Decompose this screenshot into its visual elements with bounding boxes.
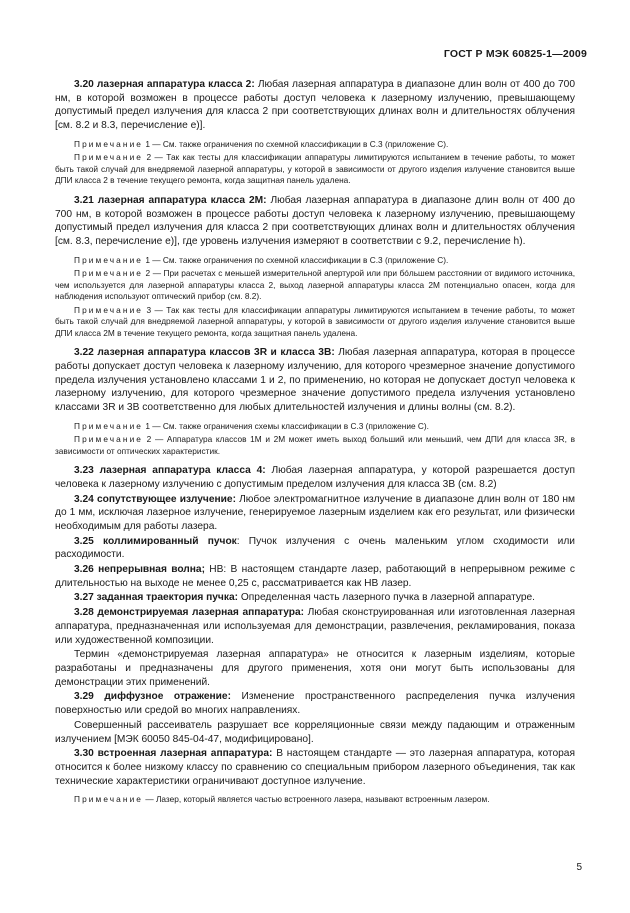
clause-3-28-paragraph: Термин «демонстрируемая лазерная аппаратура» не относится к лазерным изделиям, которые разработаны и предназначены для другого применения, хотя они могут быть использованы для демонстрации этих применений. bbox=[55, 649, 575, 688]
term: 3.30 встроенная лазерная аппаратура: bbox=[74, 748, 273, 760]
term: 3.27 заданная траектория пучка: bbox=[74, 592, 239, 604]
note-number: 2 — bbox=[143, 434, 167, 445]
note-text: Лазер, который является частью встроенного лазера, называют встроенным лазером. bbox=[155, 794, 490, 805]
definition: Определенная часть лазерного пучка в лазерной аппаратуре. bbox=[238, 592, 536, 604]
note bbox=[55, 305, 575, 340]
definition: Любая лазерная аппаратура, которая в процессе работы допускает доступ человека к лазерному излучению, для которого чрезмерное значение допустимого предела излучения установлено классами 1 и 2, по применению, но которая не допускает доступ человека к лазерному излучению, для которого чрезмерное значение допустимого предела излучения установлено классами 3R и 3В соответственно для любых длительностей излучения и длины волны (см. 8.2). bbox=[55, 347, 575, 413]
clause-3-23 bbox=[55, 464, 575, 491]
note bbox=[55, 794, 575, 806]
clause-3-30 bbox=[55, 747, 575, 788]
definition: Любая лазерная аппаратура, у которой разрешается доступ человека к лазерному излучению с допустимым пределом излучения для класса 3В (см. 8.2) bbox=[55, 465, 575, 490]
term: 3.29 диффузное отражение: bbox=[74, 691, 231, 703]
definition: НВ: В настоящем стандарте лазер, работающий в непрерывном режиме с длительностью на выходе не менее 0,25 с, рассматривается как НВ лазер. bbox=[55, 564, 575, 589]
note-label: Примечание bbox=[74, 420, 144, 431]
clause-3-20 bbox=[55, 78, 575, 133]
clause-3-25 bbox=[55, 535, 575, 562]
note-number: — bbox=[143, 794, 156, 805]
note bbox=[55, 139, 575, 151]
term: 3.24 сопутствующее излучение: bbox=[74, 493, 236, 505]
note bbox=[55, 434, 575, 457]
note-label: Примечание bbox=[74, 434, 144, 445]
clause-3-22 bbox=[55, 346, 575, 415]
note-number: 3 — bbox=[143, 304, 167, 315]
definition: Любая сконструированная или изготовленная лазерная аппаратура, предназначенная или используемая для демонстрации, развлечения, рекламирования, показа или художественной композиции. bbox=[55, 607, 575, 646]
clause-3-29-paragraph: Совершенный рассеиватель разрушает все корреляционные связи между падающим и отраженным излучением [МЭК 60050 845-04-47, модифицировано]. bbox=[55, 719, 575, 745]
term: 3.22 лазерная аппаратура классов 3R и класса 3B: bbox=[74, 347, 335, 359]
page-number: 5 bbox=[576, 862, 582, 873]
document-code: ГОСТ Р МЭК 60825-1—2009 bbox=[443, 48, 587, 60]
note-text: Так как тесты для классификации аппаратуры лимитируются испытанием в течение работы, то может быть такой случай для внедряемой лазерной аппаратуры, у которой в зависимости от другого изделия излучение становится выше ДПИ класса 2М в течение текущего ремонта, когда защитная панель удалена. bbox=[55, 304, 575, 338]
note-text: Аппаратура классов 1М и 2М может иметь выход больший или меньший, чем ДПИ для класса 3R, в зависимости от оптических характеристик. bbox=[55, 434, 575, 456]
note-text: Так как тесты для классификации аппаратуры лимитируются испытанием в течение работы, то может быть такой случай для внедряемой лазерной аппаратуры, у которой в зависимости от другого изделия излучение становится выше ДПИ класса 2 в течение текущего ремонта, когда защитная панель удалена. bbox=[55, 152, 575, 186]
definition: : Пучок излучения с очень маленьким углом сходимости или расходимости. bbox=[55, 535, 575, 561]
definition: Изменение пространственного распределения пучка излучения поверхностью или средой во многих направлениях. bbox=[55, 691, 576, 717]
note-label: Примечание bbox=[74, 794, 144, 805]
definition: Любая лазерная аппаратура в диапазоне длин волн от 400 до 700 нм, в которой возможен в процессе работы доступ человека к лазерному излучению, превышающему допустимый предел излучения для класса 2 при соответствующих длинах волн и длительностях облучения [см. 8.3, перечисление е)], где уровень излучения измеряют в соответствии с 9.2, перечисление h). bbox=[55, 194, 575, 247]
clause-3-28 bbox=[55, 606, 575, 647]
note-number: 2 — bbox=[143, 268, 164, 279]
term: 3.28 демонстрируемая лазерная аппаратура: bbox=[74, 607, 305, 619]
note-number: 1 — bbox=[143, 138, 163, 149]
term: 3.25 коллимированный пучок bbox=[74, 535, 237, 547]
term: 3.23 лазерная аппаратура класса 4: bbox=[74, 465, 266, 477]
note-number: 2 — bbox=[143, 152, 167, 163]
note-label: Примечание bbox=[74, 152, 144, 163]
note-label: Примечание bbox=[74, 304, 144, 315]
page-body bbox=[55, 78, 575, 808]
note-number: 1 — bbox=[143, 420, 163, 431]
term: 3.21 лазерная аппаратура класса 2М: bbox=[74, 194, 267, 206]
clause-3-24 bbox=[55, 493, 575, 534]
note bbox=[55, 268, 575, 303]
note-text: См. также ограничения схемы классификации в С.3 (приложение С). bbox=[162, 420, 429, 431]
term: 3.20 лазерная аппаратура класса 2: bbox=[74, 79, 255, 90]
definition: В настоящем стандарте — это лазерная аппаратура, которая относится к более низкому классу по сравнению со специальным прибором лазерного объединения, так как технические характеристики ограничивают доступное излучение. bbox=[55, 748, 575, 787]
clause-3-21 bbox=[55, 194, 575, 249]
note-text: См. также ограничения по схемной классификации в С.3 (приложение С). bbox=[162, 254, 449, 265]
note bbox=[55, 421, 575, 433]
note-label: Примечание bbox=[74, 254, 144, 265]
note-text: При расчетах с меньшей измерительной апертурой или при бóльшем расстоянии от видимого источника, чем используется для лазерной аппаратуры класса 2, выход лазерной аппаратуры класса 2М потенциально опасен, когда для наблюдения используют оптический прибор (см. 8.2). bbox=[55, 268, 576, 302]
clause-3-27 bbox=[55, 591, 575, 605]
note-text: См. также ограничения по схемной классификации в С.3 (приложение С). bbox=[162, 138, 449, 149]
clause-3-26 bbox=[55, 563, 575, 590]
definition: Любое электромагнитное излучение в диапазоне длин волн от 180 нм до 1 мм, исключая лазерное излучение, генерируемое лазерным изделием как его результат, или физически необходимым для работы лазера. bbox=[55, 493, 576, 532]
note bbox=[55, 152, 575, 187]
clause-3-29 bbox=[55, 690, 575, 717]
note bbox=[55, 255, 575, 267]
note-label: Примечание bbox=[74, 138, 144, 149]
note-label: Примечание bbox=[74, 268, 144, 279]
definition: Любая лазерная аппаратура в диапазоне длин волн от 400 до 700 нм, в которой возможен в процессе работы доступ человека к лазерному излучению, превышающему допустимый предел излучения для класса 2 при соответствующих длинах волн и длительностях облучения [см. 8.2 и 8.3, перечисление е)]. bbox=[55, 79, 575, 132]
term: 3.26 непрерывная волна; bbox=[74, 564, 205, 576]
note-number: 1 — bbox=[143, 254, 163, 265]
